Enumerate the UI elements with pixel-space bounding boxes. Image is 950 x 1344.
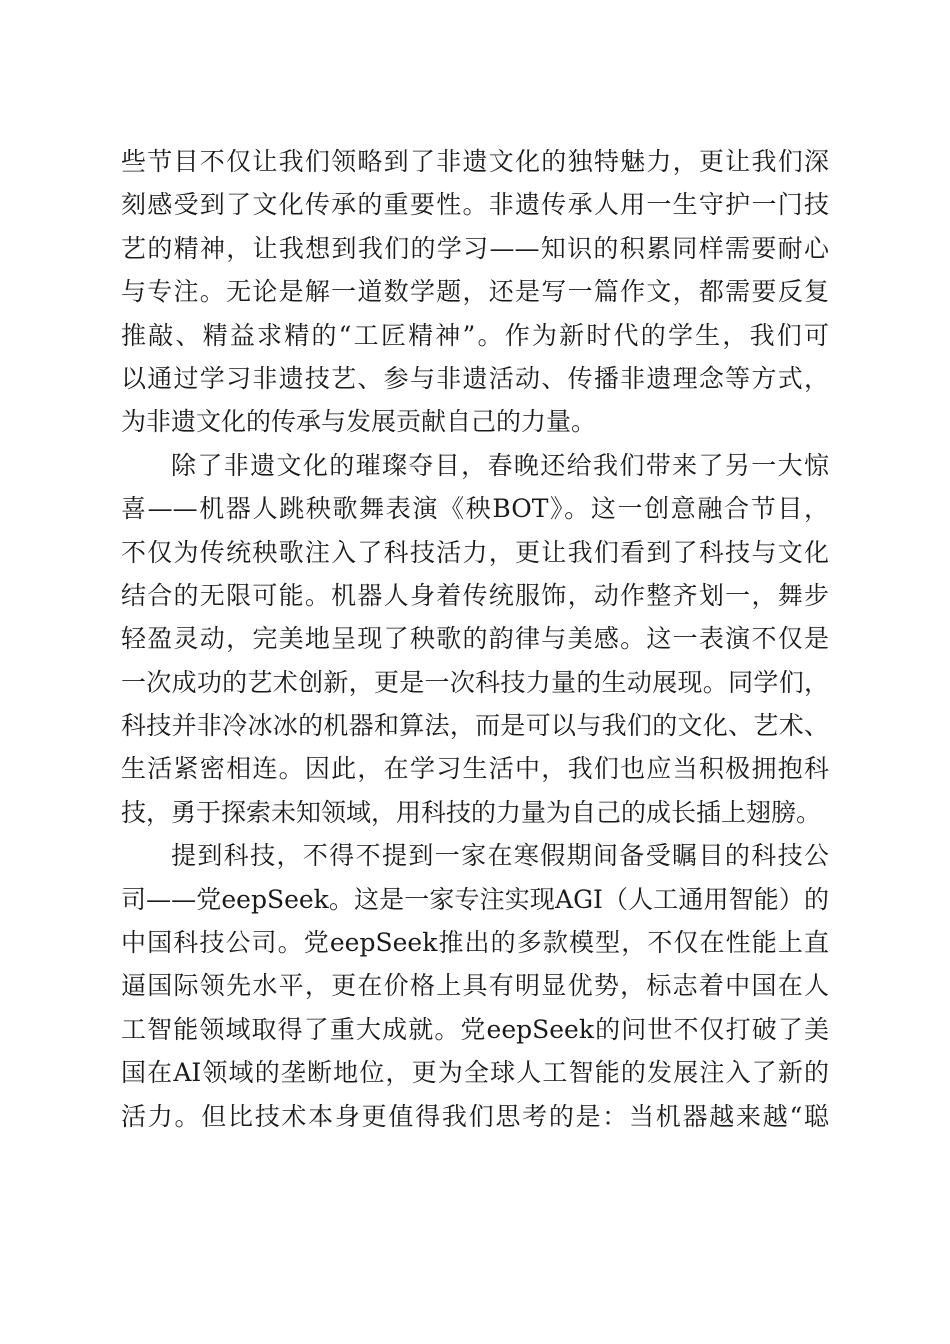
paragraph-line: 除了非遗文化的璀璨夺目，春晚还给我们带来了另一大惊 bbox=[171, 450, 829, 480]
paragraph-line: 轻盈灵动，完美地呈现了秧歌的韵律与美感。这一表演不仅是 bbox=[121, 624, 829, 654]
paragraph-line: 活力。但比技术本身更值得我们思考的是：当机器越来越“聪 bbox=[121, 1101, 829, 1131]
paragraph-line: 以通过学习非遗技艺、参与非遗活动、传播非遗理念等方式， bbox=[121, 363, 829, 393]
paragraph-line: 喜——机器人跳秧歌舞表演《秧BOT》。这一创意融合节目， bbox=[121, 494, 829, 524]
paragraph-line: 刻感受到了文化传承的重要性。非遗传承人用一生守护一门技 bbox=[121, 190, 829, 220]
paragraph-line: 不仅为传统秧歌注入了科技活力，更让我们看到了科技与文化 bbox=[121, 537, 829, 567]
paragraph-line: 工智能领域取得了重大成就。党eepSeek的问世不仅打破了美 bbox=[121, 1014, 829, 1044]
paragraph-line: 结合的无限可能。机器人身着传统服饰，动作整齐划一，舞步 bbox=[121, 580, 829, 610]
paragraph-line: 技，勇于探索未知领域，用科技的力量为自己的成长插上翅膀。 bbox=[121, 797, 822, 827]
paragraph-line: 司——党eepSeek。这是一家专注实现AGI（人工通用智能）的 bbox=[121, 884, 829, 914]
document-body bbox=[121, 140, 829, 1138]
paragraph-line: 些节目不仅让我们领略到了非遗文化的独特魅力，更让我们深 bbox=[121, 147, 829, 176]
paragraph-line: 科技并非冷冰冰的机器和算法，而是可以与我们的文化、艺术、 bbox=[121, 711, 829, 741]
paragraph-line: 国在AI领域的垄断地位，更为全球人工智能的发展注入了新的 bbox=[121, 1058, 829, 1088]
paragraph-line: 与专注。无论是解一道数学题，还是写一篇作文，都需要反复 bbox=[121, 277, 829, 307]
paragraph-line: 一次成功的艺术创新，更是一次科技力量的生动展现。同学们， bbox=[121, 667, 829, 697]
paragraph-line: 中国科技公司。党eepSeek推出的多款模型，不仅在性能上直 bbox=[121, 928, 829, 958]
paragraph-line: 生活紧密相连。因此，在学习生活中，我们也应当积极拥抱科 bbox=[121, 754, 829, 784]
paragraph-line: 艺的精神，让我想到我们的学习——知识的积累同样需要耐心 bbox=[121, 233, 829, 263]
paragraph-line: 逼国际领先水平，更在价格上具有明显优势，标志着中国在人 bbox=[121, 971, 829, 1001]
paragraph-line: 为非遗文化的传承与发展贡献自己的力量。 bbox=[121, 407, 597, 437]
paragraph-line: 提到科技，不得不提到一家在寒假期间备受瞩目的科技公 bbox=[171, 841, 829, 871]
paragraph-line: 推敲、精益求精的“工匠精神”。作为新时代的学生，我们可 bbox=[121, 320, 829, 350]
